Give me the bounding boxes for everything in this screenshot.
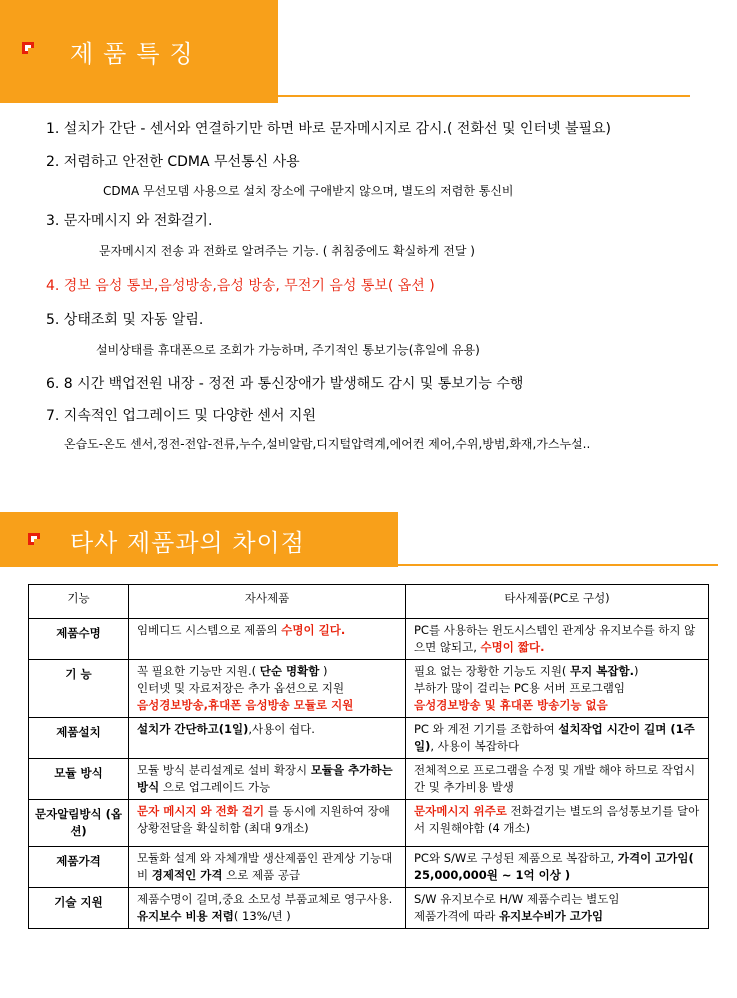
cell-text-segment: 임베디드 시스템으로 제품의 [137, 623, 282, 637]
feature-item-7-detail: 온습도-온도 센서,정전-전압-전류,누수,설비알람,디지털압력계,에어컨 제어,수위,방범,화재,가스누설.. [64, 437, 591, 451]
own-product-cell [129, 619, 406, 660]
cell-text-segment: 경제적인 가격 [151, 868, 223, 882]
table-header-row [29, 585, 709, 619]
table-row [29, 800, 709, 847]
cell-text-segment: 제품수명이 길며,중요 소모성 부품교체로 영구사용. [137, 892, 393, 906]
feature-item-6: 6. 8 시간 백업전원 내장 - 정전 과 통신장애가 발생해도 감시 및 통보기능 수행 [46, 376, 524, 392]
cell-text-segment: , 사용이 복잡하다 [430, 739, 520, 753]
cell-text-segment: 설치가 간단하고(1일) [137, 722, 249, 736]
feature-item-2-detail: CDMA 무선모뎀 사용으로 설치 장소에 구애받지 않으며, 별도의 저렴한 통신비 [103, 184, 514, 198]
own-product-cell [129, 759, 406, 800]
cell-text-segment: 전화걸기는 별도의 음성통보기를 달아서 지원해야함 (4 개소) [414, 804, 700, 835]
cell-text-segment: 유지보수 비용 저렴 [137, 909, 234, 923]
own-product-cell [129, 800, 406, 847]
row-label: 문자알림방식 (옵션) [29, 800, 129, 847]
features-title: 제품특징 [70, 40, 203, 68]
competitor-cell [406, 888, 709, 929]
feature-item-5-detail: 설비상태를 휴대폰으로 조회가 가능하며, 주기적인 통보기능(휴일에 유용) [96, 343, 480, 357]
own-product-cell [129, 660, 406, 718]
row-label: 기 능 [29, 660, 129, 718]
cell-text-segment: 부하가 많이 걸리는 PC용 서버 프로그램임 [414, 681, 625, 695]
cell-text-segment: 무지 복잡함. [570, 664, 634, 678]
competitor-cell [406, 759, 709, 800]
column-header-feature: 기능 [29, 585, 129, 619]
competitor-cell [406, 718, 709, 759]
square-bullet-icon [22, 42, 34, 54]
cell-text-segment: 으로 업그레이드 가능 [159, 780, 271, 794]
competitor-cell [406, 847, 709, 888]
feature-item-5: 5. 상태조회 및 자동 알림. [46, 312, 204, 328]
cell-text-segment: 수명이 짧다. [480, 640, 545, 654]
cell-text-segment: 모듈 방식 분리설계로 설비 확장시 [137, 763, 311, 777]
cell-text-segment: 으로 제품 공급 [222, 868, 301, 882]
cell-text-segment: PC와 S/W로 구성된 제품으로 복잡하고, [414, 851, 618, 865]
cell-text-segment: 단순 명확함 [259, 664, 320, 678]
cell-text-segment: 음성경보방송,휴대폰 음성방송 모듈로 지원 [137, 698, 354, 712]
cell-text-segment: S/W 유지보수로 H/W 제품수리는 별도임 [414, 892, 620, 906]
table-row [29, 718, 709, 759]
cell-text-segment: 제품가격에 따라 [414, 909, 500, 923]
cell-text-segment: 가격이 고가임( 25,000,000원 ~ 1억 이상 ) [414, 851, 694, 882]
cell-text-segment: ( 13%/년 ) [233, 909, 291, 923]
feature-item-4: 4. 경보 음성 통보,음성방송,음성 방송, 무전기 음성 통보( 옵션 ) [46, 278, 435, 294]
feature-item-3-detail: 문자메시지 전송 과 전화로 알려주는 기능. ( 취침중에도 확실하게 전달 ) [99, 244, 475, 258]
feature-item-7: 7. 지속적인 업그레이드 및 다양한 센서 지원 [46, 408, 316, 424]
cell-text-segment: 필요 없는 장황한 기능도 지원( [414, 664, 571, 678]
cell-text-segment: 를 동시에 지원하여 장애 상황전달을 확실히함 (최대 9개소) [137, 804, 390, 835]
row-label: 제품수명 [29, 619, 129, 660]
cell-text-segment: ) [634, 664, 639, 678]
table-row [29, 847, 709, 888]
feature-item-1: 1. 설치가 간단 - 센서와 연결하기만 하면 바로 문자메시지로 감시.( 전화선 및 인터넷 불필요) [46, 121, 611, 137]
cell-text-segment: 꼭 필요한 기능만 지원.( [137, 664, 260, 678]
cell-text-segment: 음성경보방송 및 휴대폰 방송기능 없음 [414, 698, 608, 712]
cell-text-segment: PC를 사용하는 윈도시스템인 관계상 유지보수를 하지 않으면 않되고, [414, 623, 696, 654]
cell-text-segment: 모듈화 설계 와 자체개발 생산제품인 관계상 기능대비 [137, 851, 393, 882]
features-header-rule [278, 95, 690, 97]
cell-text-segment: 인터넷 및 자료저장은 추가 옵션으로 지원 [137, 681, 345, 695]
row-label: 기술 지원 [29, 888, 129, 929]
comparison-table [28, 584, 709, 929]
competitor-cell [406, 660, 709, 718]
cell-text-segment: ,사용이 쉽다. [248, 722, 315, 736]
cell-text-segment: 설치작업 시간이 길며 (1주일) [414, 722, 695, 753]
cell-text-segment: ) [319, 664, 328, 678]
comparison-header-rule [398, 564, 718, 566]
row-label: 제품가격 [29, 847, 129, 888]
comparison-title: 타사 제품과의 차이점 [70, 529, 305, 557]
competitor-cell [406, 619, 709, 660]
table-row [29, 888, 709, 929]
column-header-competitor: 타사제품(PC로 구성) [406, 585, 709, 619]
comparison-table-body [29, 619, 709, 929]
feature-item-2: 2. 저렴하고 안전한 CDMA 무선통신 사용 [46, 154, 300, 170]
cell-text-segment: 모듈을 추가하는 방식 [137, 763, 393, 794]
competitor-cell [406, 800, 709, 847]
square-bullet-icon [28, 533, 40, 545]
table-row [29, 759, 709, 800]
cell-text-segment: 문자메시지 위주로 [414, 804, 507, 818]
own-product-cell [129, 888, 406, 929]
row-label: 제품설치 [29, 718, 129, 759]
table-row [29, 660, 709, 718]
cell-text-segment: 유지보수비가 고가임 [499, 909, 604, 923]
cell-text-segment: PC 와 계전 기기를 조합하여 [414, 722, 559, 736]
own-product-cell [129, 847, 406, 888]
column-header-own-product: 자사제품 [129, 585, 406, 619]
feature-item-3: 3. 문자메시지 와 전화걸기. [46, 213, 213, 229]
table-row [29, 619, 709, 660]
own-product-cell [129, 718, 406, 759]
cell-text-segment: 전체적으로 프로그램을 수정 및 개발 해야 하므로 작업시간 및 추가비용 발생 [414, 763, 696, 794]
row-label: 모듈 방식 [29, 759, 129, 800]
cell-text-segment: 문자 메시지 와 전화 걸기 [137, 804, 265, 818]
cell-text-segment: 수명이 길다. [281, 623, 346, 637]
